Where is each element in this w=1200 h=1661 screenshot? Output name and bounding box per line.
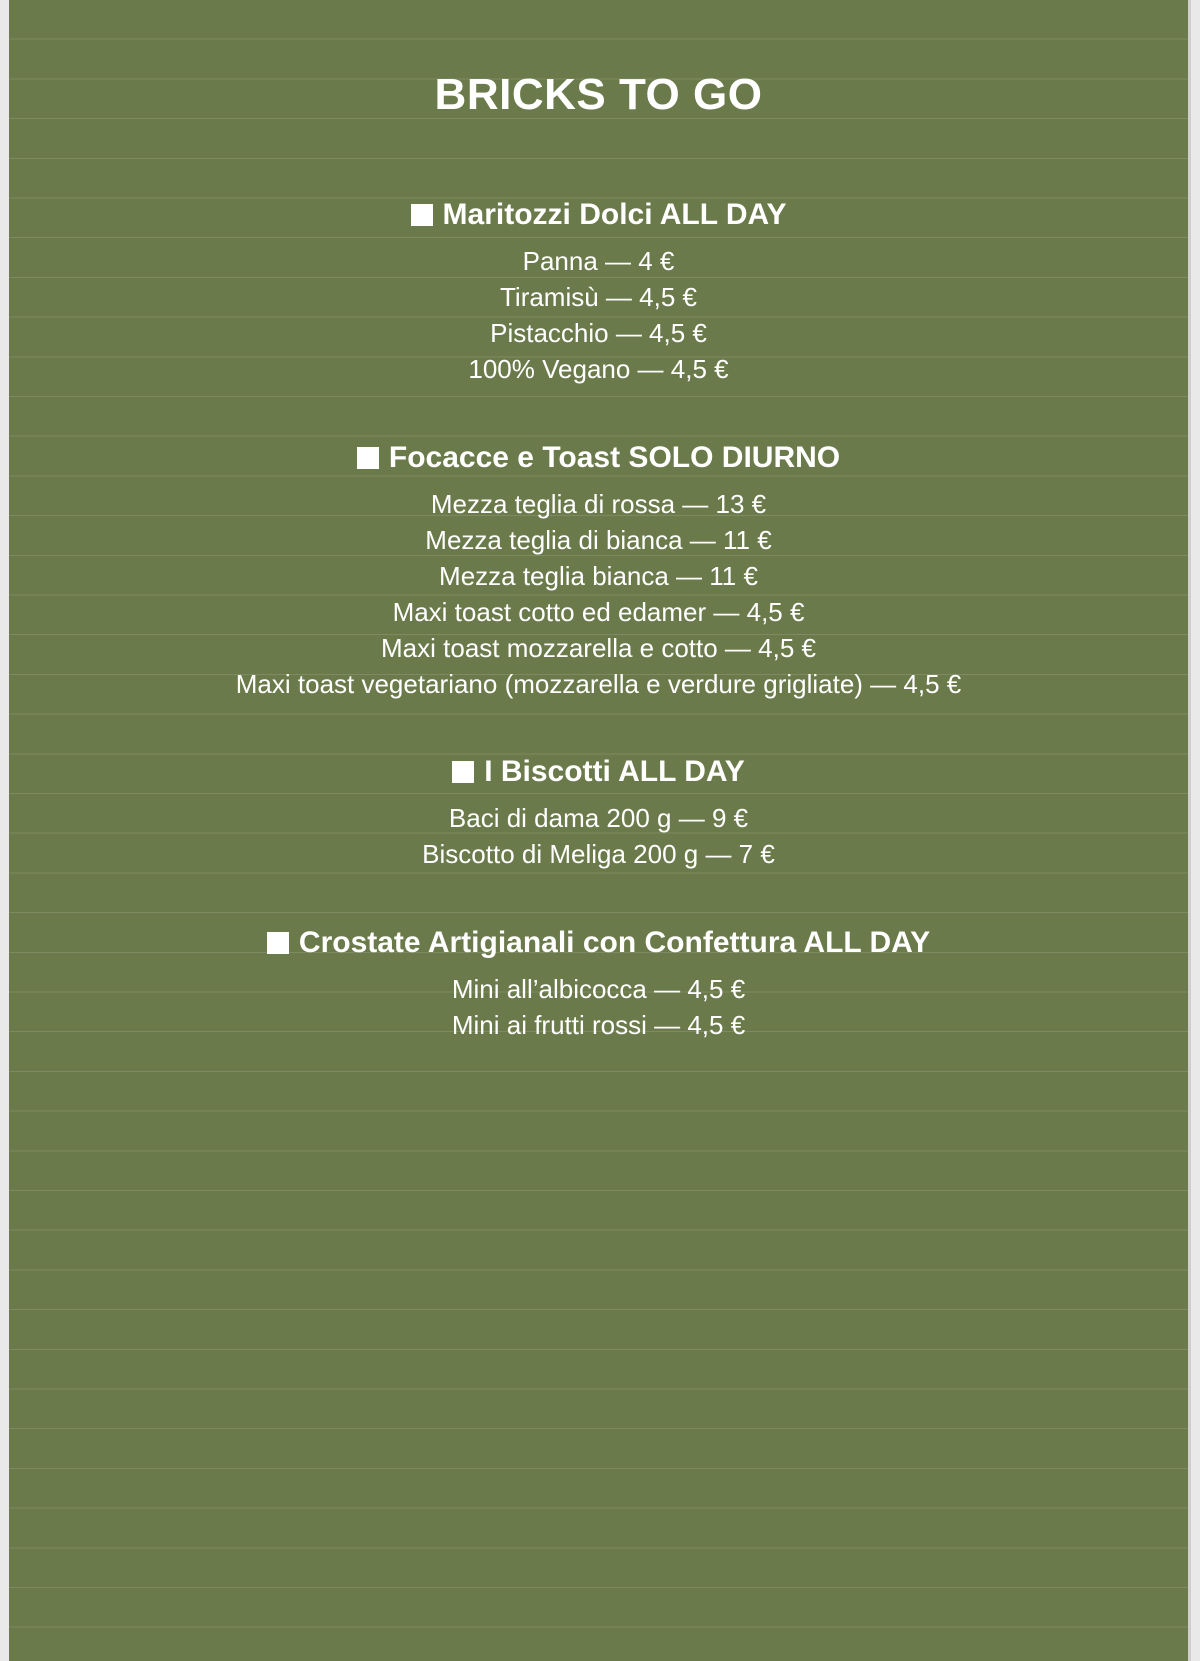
square-bullet-icon — [452, 761, 474, 783]
item-list — [9, 486, 1188, 702]
menu-title: BRICKS TO GO — [434, 70, 763, 119]
menu-item: Maxi toast mozzarella e cotto — 4,5 € — [381, 633, 816, 663]
menu-section-crostate — [9, 925, 1188, 1043]
menu-item: Panna — 4 € — [522, 246, 675, 276]
item-list — [9, 971, 1188, 1043]
square-bullet-icon — [411, 204, 433, 226]
section-title: Crostate Artigianali con Confettura ALL DAY — [298, 926, 931, 959]
menu-item: Mezza teglia bianca — 11 € — [439, 561, 758, 591]
menu-section-focacce — [9, 440, 1188, 702]
menu-page — [9, 0, 1191, 1661]
menu-item: Mezza teglia di rossa — 13 € — [430, 489, 767, 519]
menu-section-biscotti — [9, 754, 1188, 872]
menu-item: Maxi toast vegetariano (mozzarella e verdure grigliate) — 4,5 € — [235, 669, 962, 699]
menu-item: 100% Vegano — 4,5 € — [468, 354, 729, 384]
menu-item: Mini ai frutti rossi — 4,5 € — [451, 1010, 746, 1040]
item-list — [9, 243, 1188, 387]
menu-item: Mezza teglia di bianca — 11 € — [425, 525, 772, 555]
item-list — [9, 800, 1188, 872]
menu-section-maritozzi — [9, 197, 1188, 387]
menu-item: Maxi toast cotto ed edamer — 4,5 € — [392, 597, 805, 627]
section-title: Focacce e Toast SOLO DIURNO — [388, 441, 841, 474]
menu-item: Pistacchio — 4,5 € — [490, 318, 707, 348]
square-bullet-icon — [357, 447, 379, 469]
menu-item: Biscotto di Meliga 200 g — 7 € — [422, 839, 775, 869]
section-title: I Biscotti ALL DAY — [484, 755, 745, 788]
square-bullet-icon — [267, 932, 289, 954]
menu-item: Baci di dama 200 g — 9 € — [448, 803, 749, 833]
section-title: Maritozzi Dolci ALL DAY — [442, 198, 787, 231]
menu-item: Mini all’albicocca — 4,5 € — [451, 974, 746, 1004]
menu-item: Tiramisù — 4,5 € — [500, 282, 697, 312]
